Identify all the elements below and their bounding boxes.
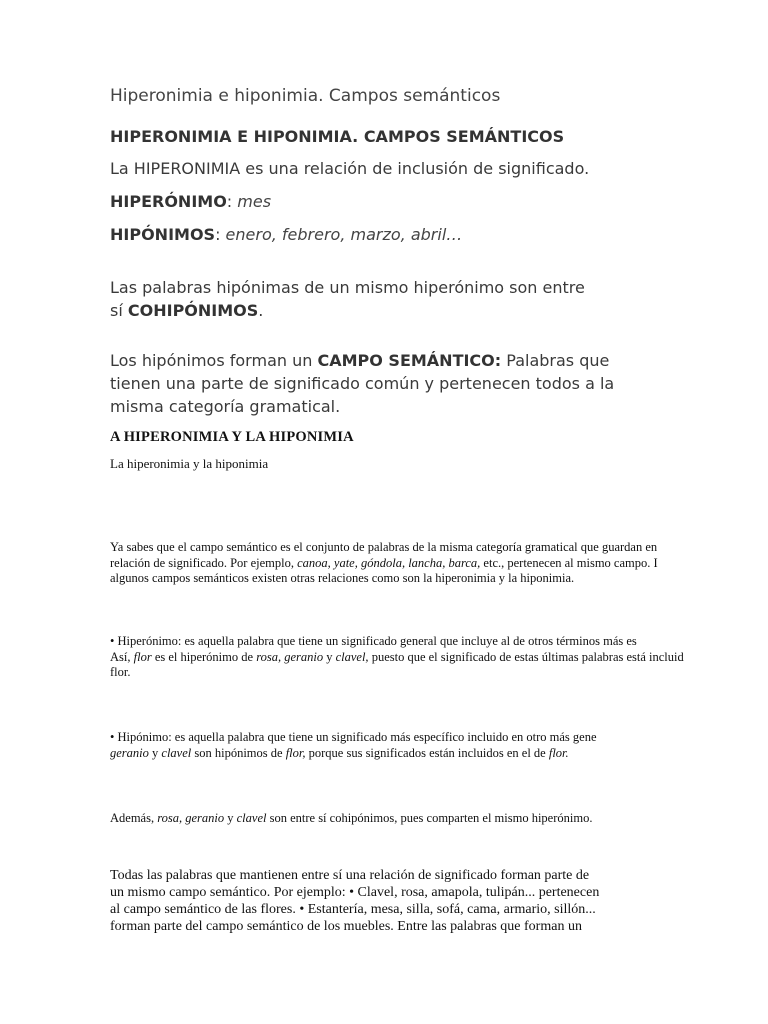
- cohiponimos-line1: Las palabras hipónimas de un mismo hiperónimo son entre: [110, 278, 585, 297]
- text: Así,: [110, 649, 134, 664]
- hiponimos-definition: [110, 225, 462, 244]
- separator: :: [226, 192, 238, 211]
- word-flor-2: flor.: [548, 745, 569, 760]
- p3-line2: [110, 746, 597, 762]
- paragraph-hiponimo: [110, 730, 597, 761]
- text: es el hiperónimo de: [151, 649, 257, 664]
- intro-paragraph: La HIPERONIMIA es una relación de inclusión de significado.: [110, 159, 590, 178]
- text: porque sus significados están incluidos en el de: [305, 745, 549, 760]
- text: y: [323, 649, 336, 664]
- cohiponimos-pre: sí: [110, 301, 128, 320]
- words-rosa-geranio: rosa, geranio: [157, 811, 225, 825]
- text: Además,: [110, 811, 158, 825]
- word-flor: flor,: [285, 745, 306, 760]
- cohiponimos-paragraph: [110, 276, 630, 322]
- main-heading: HIPERONIMIA E HIPONIMIA. CAMPOS SEMÁNTICOS: [110, 127, 565, 146]
- word-clavel: clavel: [236, 811, 267, 825]
- p1-line1: Ya sabes que el campo semántico es el conjunto de palabras de la misma categoría gramatical que guardan en: [110, 540, 658, 554]
- section-heading: A HIPERONIMIA Y LA HIPONIMIA: [110, 429, 354, 445]
- p3-line1: • Hipónimo: es aquella palabra que tiene un significado más específico incluido en otro más gene: [110, 730, 597, 744]
- document-title: Hiperonimia e hiponimia. Campos semánticos: [110, 86, 501, 106]
- word-flor: flor: [133, 649, 152, 664]
- hiponimos-label: HIPÓNIMOS: [110, 225, 216, 244]
- hiperonimo-example: mes: [237, 192, 272, 211]
- text: son hipónimos de: [191, 745, 286, 760]
- p1-line2-pre: relación de significado. Por ejemplo,: [110, 555, 298, 570]
- p1-line2-post: etc., pertenecen al mismo campo. I: [480, 555, 658, 570]
- section-subtitle: La hiperonimia y la hiponimia: [110, 456, 269, 471]
- word-clavel: clavel: [161, 745, 192, 760]
- campo-semantico-paragraph: [110, 349, 640, 418]
- word-clavel: clavel,: [335, 649, 369, 664]
- text: y: [224, 811, 237, 825]
- campo-pre: Los hipónimos forman un: [110, 351, 318, 370]
- words-rosa-geranio: rosa, geranio: [256, 649, 324, 664]
- text: puesto que el significado de estas últimas palabras está incluid: [368, 649, 684, 664]
- text: y: [148, 745, 162, 760]
- p5-line4: forman parte del campo semántico de los muebles. Entre las palabras que forman un: [110, 919, 582, 934]
- hiperonimo-label: HIPERÓNIMO: [110, 192, 227, 211]
- p1-line2: [110, 556, 658, 572]
- text: son entre sí cohipónimos, pues comparten el mismo hiperónimo.: [266, 811, 593, 825]
- p2-line3: flor.: [110, 665, 131, 679]
- hiperonimo-definition: [110, 192, 271, 211]
- campo-term: CAMPO SEMÁNTICO:: [317, 351, 502, 370]
- separator: :: [215, 225, 226, 244]
- period: .: [258, 301, 264, 320]
- p5-line2: un mismo campo semántico. Por ejemplo: • Clavel, rosa, amapola, tulipán... pertenecen: [110, 885, 600, 900]
- paragraph-cohiponimos: [110, 811, 592, 827]
- p5-line1: Todas las palabras que mantienen entre sí una relación de significado forman parte de: [110, 868, 590, 883]
- paragraph-campo-ejemplos: [110, 867, 658, 935]
- hiponimos-example: enero, febrero, marzo, abril…: [225, 225, 463, 244]
- cohiponimos-term: COHIPÓNIMOS: [127, 301, 259, 320]
- paragraph-campo-semantico: [110, 540, 658, 587]
- p2-line2: [110, 650, 684, 666]
- p5-line3: al campo semántico de las flores. • Estantería, mesa, silla, sofá, cama, armario, sillón...: [110, 902, 596, 917]
- p1-line3: algunos campos semánticos existen otras relaciones como son la hiperonimia y la hiponimia.: [110, 571, 575, 585]
- paragraph-hiperonimo: [110, 634, 684, 681]
- p1-examples: canoa, yate, góndola, lancha, barca,: [297, 555, 481, 570]
- p2-line1: • Hiperónimo: es aquella palabra que tiene un significado general que incluye al de otros términos más es: [110, 634, 637, 648]
- word-geranio: geranio: [110, 745, 149, 760]
- campo-definition: Palabras que tienen una parte de significado común y pertenecen todos a la misma categoría gramatical.: [110, 351, 615, 416]
